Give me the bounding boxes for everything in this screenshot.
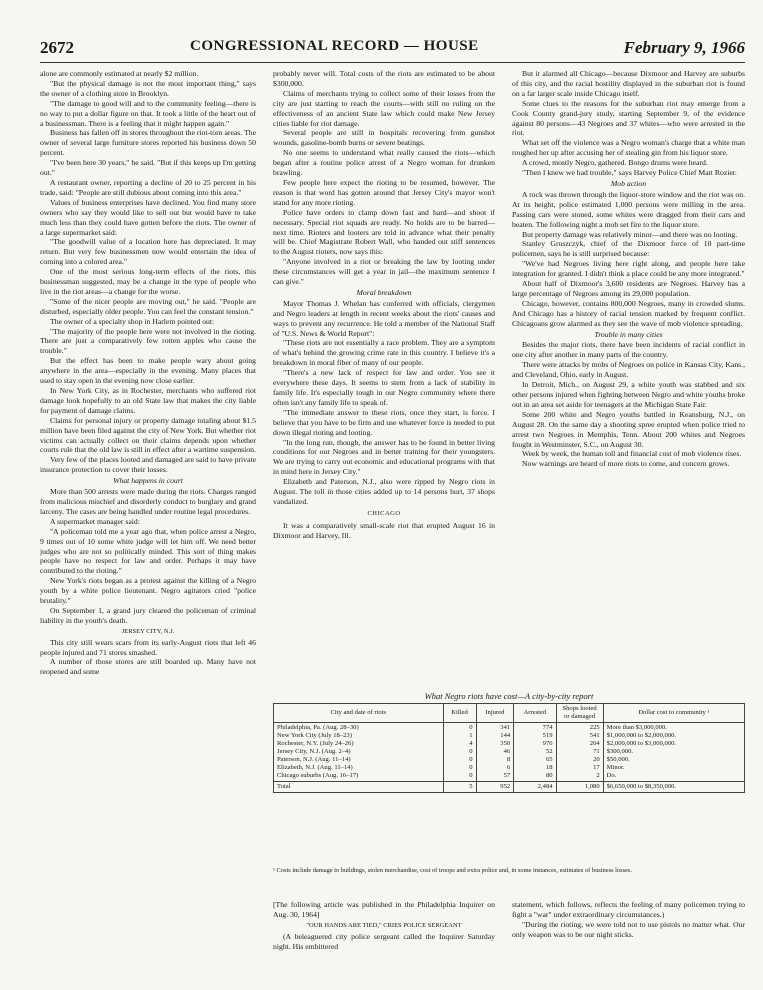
header-dollar-cost: Dollar cost to community ¹ — [603, 704, 744, 723]
column-left — [40, 69, 256, 967]
paragraph: Some clues to the reasons for the suburban riot may emerge from a Cook County grand-jury study, starting September 9, of the evidence against 80 persons—43 Negroes and 37 whites—who were arrested in the riot. — [512, 98, 745, 138]
issue-date: February 9, 1966 — [623, 38, 745, 57]
subheading: Moral breakdown — [356, 287, 412, 297]
inquirer-article-left — [273, 900, 495, 980]
paragraph: statement, which follows, reflects the feeling of many policemen trying to fight a "war" under extraordinary circumstances.) — [512, 900, 745, 919]
subheading: Trouble in many cities — [594, 329, 663, 339]
header-shops: Shops looted or damaged — [556, 704, 603, 723]
paragraph: The owner of a specialty shop in Harlem pointed out: — [50, 316, 215, 326]
paragraph: On September 1, a grand jury cleared the policeman of criminal liability in the youth's death. — [40, 605, 256, 625]
paragraph: Some 200 white and Negro youths battled in Keansburg, N.J., on August 28. On the same day a shooting spree erupted when police tried to arrest two Negroes in Memphis, Tenn. About 200 whites and Negroes fought in Westminster, S.C., on August 30. — [512, 409, 745, 449]
paragraph: A number of those stores are still boarded up. Many have not reopened and some — [40, 657, 256, 677]
paragraph: Week by week, the human toll and financial cost of mob violence rises. — [522, 449, 742, 459]
page-number: 2672 — [40, 38, 74, 57]
table-footnote: ¹ Costs include damage to buildings, stolen merchandise, cost of troops and extra police and, in some instances, estimates of business losses. — [273, 867, 633, 874]
paragraph: "Some of the nicer people are moving out," he said. "People are disturbed, especially older people. You can feel the constant tension." — [40, 296, 256, 316]
paragraph: "Then I knew we had trouble," says Harvey Police Chief Matt Rozier. — [522, 168, 737, 178]
paragraph: [The following article was published in the Philadelphia Inquirer on Aug. 30, 1964] — [273, 900, 495, 919]
total-cost: $6,650,000 to $8,350,000. — [603, 782, 744, 793]
paragraph: Chicago, however, contains 800,000 Negroes, many in crowded slums. And Chicago has a history of racial tension marked by frequent conflict. Chicagoans grow alarmed as they see the wave of mob violence spreading. — [512, 298, 745, 328]
paragraph: "The goodwill value of a location here has depreciated. It may return. But very few businessmen now would entertain the idea of coming into a colored area." — [40, 237, 256, 267]
paragraph: A crowd, mostly Negro, gathered. Bongo drums were heard. — [522, 158, 708, 168]
total-arrested: 2,484 — [514, 782, 556, 793]
paragraph: "The immediate answer to these riots, once they start, is force. I believe that you have to be firm and use whatever force is needed to put down illegal rioting and looting. — [273, 407, 495, 437]
paragraph: "These riots are not essentially a race problem. They are a symptom of what's behind the growing crime rate in this country. I believe it's a breakdown in moral fiber of many of our people. — [273, 338, 495, 368]
paragraph: Police have orders to clamp down fast and hard—and shoot if necessary. Special riot squads are ready. No holds are to be barred—next time. Rioters and looters are told in advance what their penalty will be. Chief Magistrate Robert Wall, who handed out stiff sentences to the August rioters, now says this: — [273, 207, 495, 257]
table-total-row — [274, 782, 745, 793]
header-killed: Killed — [443, 704, 476, 723]
paragraph: "I've been here 30 years," he said. "But if this keeps up I'm getting out." — [40, 158, 256, 178]
paragraph: There were attacks by mobs of Negroes on police in Kansas City, Kans., and Cleveland, Ohio, early in August. — [512, 360, 745, 380]
table-header-row — [274, 704, 745, 723]
paragraph: About half of Dixmoor's 3,600 residents are Negroes. Harvey has a large percentage of Negroes among its 29,000 population. — [512, 279, 745, 298]
paragraph: More than 500 arrests were made during the riots. Charges ranged from malicious mischief and disorderly conduct to burglary and grand larceny. The cases are being handled under routine legal procedures. — [40, 487, 256, 516]
paragraph: In Detroit, Mich., on August 29, a white youth was stabbed and six other persons injured when fighting between Negro and white youths broke out in an area set aside for teenagers at the Michigan State Fair. — [512, 380, 745, 409]
paragraph: probably never will. Total costs of the riots are estimated to be about $300,000. — [273, 69, 495, 88]
inquirer-article-right — [512, 900, 745, 980]
paragraph: "In the long run, though, the answer has to be found in better living conditions for our Negroes and in better training for their youngsters. We are trying to carry out economic and educational programs with that in mind here in Jersey City." — [273, 437, 495, 477]
table-title: What Negro riots have cost—A city-by-city report — [424, 691, 594, 701]
paragraph: Business has fallen off in stores throughout the riot-torn areas. The owner of several large furniture stores reported his business down 50 percent. — [40, 128, 256, 158]
paragraph: But it alarmed all Chicago—because Dixmoor and Harvey are suburbs of this city, and the racial hostility displayed in the suburban riot is found on a far larger scale inside Chicago itself. — [512, 69, 745, 98]
paragraph: "The majority of the people here were not involved in the rioting. There are just a comparatively few rotten apples who cause the trouble." — [40, 326, 256, 356]
riot-cost-table — [273, 703, 745, 793]
paragraph: (A beleaguered city police sergeant called the Inquirer Saturday night. His embittered — [273, 931, 495, 951]
paragraph: New York's riots began as a protest against the killing of a Negro youth by a white police lieutenant. Negro agitators cried "police brutality." — [40, 576, 256, 606]
header-injured: Injured — [476, 704, 514, 723]
paragraph: A supermarket manager said: — [50, 516, 140, 526]
paragraph: A rock was thrown through the liquor-store window and the riot was on. At its height, police estimated 1,000 persons were milling in the area. Passing cars were stoned, some whites were dragged from their cars and beaten. The following night a mob set fire to the liquor store. — [512, 189, 745, 229]
subheading: CHICAGO — [367, 509, 401, 517]
paragraph: This city still wears scars from its early-August riots that left 46 people injured and 71 stores smashed. — [40, 637, 256, 657]
column-right — [512, 69, 745, 687]
paragraph: But property damage was relatively minor—and there was no looting. — [522, 229, 738, 239]
paragraph: It was a comparatively small-scale riot that erupted August 16 in Dixmoor and Harvey, Ill. — [273, 520, 495, 540]
paragraph: One of the most serious long-term effects of the riots, this businessman suggested, may be a change in the type of people who live in the riot areas—a change for the worse. — [40, 267, 256, 296]
paragraph: In New York City, as in Rochester, merchants who suffered riot damage look hopefully to an old State law that makes the city liable for payment of damage claims. — [40, 386, 256, 415]
total-label: Total — [274, 782, 444, 793]
paragraph: Very few of the places looted and damaged are said to have private insurance protection to cover their losses. — [40, 455, 256, 475]
subheading: Mob action — [610, 178, 647, 188]
header-rule — [40, 62, 745, 63]
cost-cell: More than $3,000,000. $1,000,000 to $2,000,000. $2,000,000 to $3,000,000. $300,000. $50,000. Minor. Do. — [603, 723, 744, 782]
paragraph: But the effect has been to make people wary about going anywhere in the area—especially in the evening. Many places that used to stay open in the evening now close earlier. — [40, 356, 256, 386]
paragraph: "There's a new lack of respect for law and order. You see it everywhere these days. It seems to stem from a lack of stability in family life. It's especially tough in our Negro community where there often isn't any family life to speak of. — [273, 368, 495, 407]
total-shops: 1,080 — [556, 782, 603, 793]
paragraph: Claims of merchants trying to collect some of their losses from the city are just starting to reach the courts—with still no ruling on the effectiveness of an ancient State law which could make New Jersey cities liable for riot damage. — [273, 88, 495, 128]
page-header — [40, 38, 745, 62]
paragraph: "But the physical damage is not the most important thing," says the owner of a clothing store in Brooklyn. — [40, 78, 256, 98]
paragraph: A restaurant owner, reporting a decline of 20 to 25 percent in his trade, said: "People are still dubious about coming into this area." — [40, 177, 256, 197]
newspaper-page — [40, 12, 745, 977]
city-cell: Philadelphia, Pa. (Aug. 28–30) New York City (July 18–23) Rochester, N.Y. (July 24–26) Jersey City, N.J. (Aug. 2–4) Paterson, N.J. (Aug. 11–14) Elizabeth, N.J. (Aug. 11–14) Chicago suburbs (Aug. 16–17) — [274, 723, 444, 782]
subheading: "OUR HANDS ARE TIED," CRIES POLICE SERGEANT — [306, 921, 462, 929]
paragraph: Claims for personal injury or property damage totaling about $1.5 million have been filed against the city of New York. But whether riot victims can actually collect on their claims depends upon whether courts rule that the old law is still in effect after a wartime suspension. — [40, 415, 256, 455]
paragraph: "During the rioting, we were told not to use pistols no matter what. Our only weapon was to be our night sticks. — [512, 919, 745, 939]
subheading: What happens in court — [113, 476, 183, 486]
paragraph: Besides the major riots, there have been incidents of racial conflict in one city after another in many parts of the country. — [512, 340, 745, 360]
paragraph: What set off the violence was a Negro woman's charge that a white man roughed her up after accusing her of stealing gin from his liquor store. — [512, 138, 745, 158]
paragraph: Stanley Gruszczyk, chief of the Dixmoor force of 10 part-time policemen, says he is still surprised because: — [512, 239, 745, 259]
total-injured: 952 — [476, 782, 514, 793]
shops-cell: 225 541 204 71 20 17 2 — [556, 723, 603, 782]
paragraph: Now warnings are heard of more riots to come, and concern grows. — [522, 459, 730, 469]
paragraph: "A policeman told me a year ago that, when police arrest a Negro, 9 times out of 10 some white judge will let him off. We need better judges who are not so politically minded. This sort of thing makes people have no respect for law and order. Perhaps it may have contributed to the rioting." — [40, 526, 256, 576]
column-middle — [273, 69, 495, 687]
paragraph: No one seems to understand what really caused the riots—which began after a routine police arrest of a Negro woman for drunken brawling. — [273, 148, 495, 178]
paragraph: Mayor Thomas J. Whelan has conferred with officials, clergymen and Negro leaders at length in recent weeks about the riots' causes and ways to prevent any recurrence. He told a member of the National Staff of "U.S. News & World Report": — [273, 298, 495, 338]
header-city: City and date of riots — [274, 704, 444, 723]
total-killed: 5 — [443, 782, 476, 793]
subheading: JERSEY CITY, N.J. — [121, 627, 175, 635]
paragraph: "We've had Negroes living here right along, and people here take integration for granted. I didn't think a place could be any more integrated." — [512, 259, 745, 279]
paragraph: Few people here expect the rioting to be resumed, however. The reason is that word has gotten around that Jersey City's mayor won't stand for any more rioting. — [273, 177, 495, 207]
publication-title: CONGRESSIONAL RECORD — HOUSE — [190, 38, 479, 54]
paragraph: Several people are still in hospitals recovering from gunshot wounds, gasoline-bomb burns or severe beatings. — [273, 128, 495, 148]
paragraph: alone are commonly estimated at nearly $2 million. — [40, 69, 199, 78]
header-arrested: Arrested — [514, 704, 556, 723]
killed-cell: 0 1 4 0 0 0 0 — [443, 723, 476, 782]
paragraph: Values of business enterprises have declined. You find many store owners who say they would like to sell out but would have to take much less than they could have gotten before the riots. The owner of a large supermarket said: — [40, 197, 256, 237]
arrested-cell: 774 519 976 52 65 18 80 — [514, 723, 556, 782]
table-body-row — [274, 723, 745, 782]
paragraph: "The damage to good will and to the community feeling—there is no way to put a dollar figure on that. It took a little of the heart out of a businessman. There is a feeling that it might happen again." — [40, 98, 256, 128]
injured-cell: 341 144 350 46 8 6 57 — [476, 723, 514, 782]
paragraph: "Anyone involved in a riot or breaking the law by looting under these circumstances will get a year in jail—the maximum sentence I can give." — [273, 257, 495, 287]
paragraph: Elizabeth and Paterson, N.J., also were ripped by Negro riots in August. The toll in those cities added up to 14 persons hurt, 37 shops vandalized. — [273, 477, 495, 506]
